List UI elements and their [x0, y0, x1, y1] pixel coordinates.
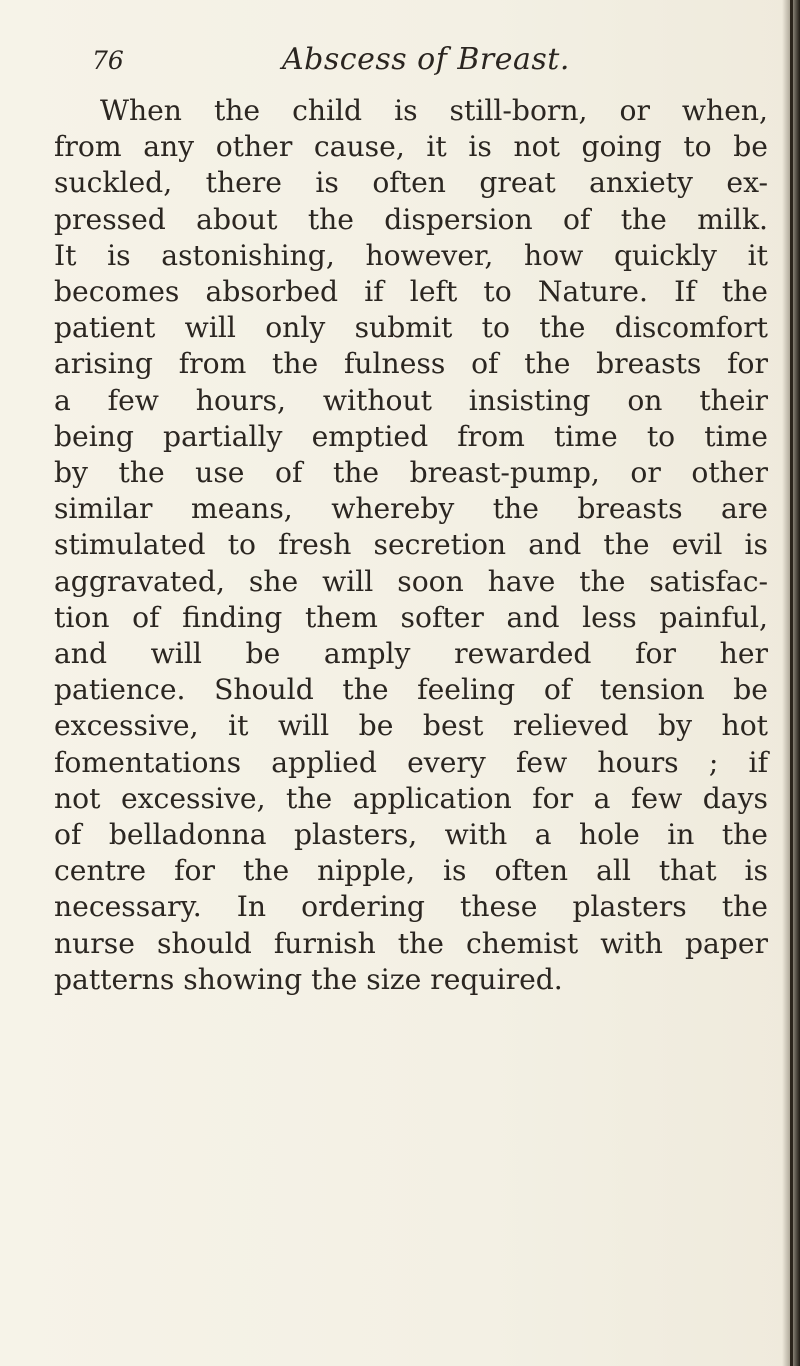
- page-number: 76: [92, 46, 124, 75]
- text-line: tion of finding them softer and less painful,: [54, 600, 768, 634]
- text-line: aggravated, she will soon have the satisfac-: [54, 564, 768, 598]
- text-line: excessive, it will be best relieved by hot: [54, 709, 768, 743]
- text-line: When the child is still-born, or when,: [100, 94, 768, 127]
- text-line: fomentations applied every few hours ; if: [54, 745, 768, 779]
- text-line: stimulated to fresh secretion and the evil is: [54, 528, 768, 562]
- text-line: patience. Should the feeling of tension be: [54, 673, 768, 707]
- text-line: and will be amply rewarded for her: [54, 637, 768, 671]
- text-line: arising from the fulness of the breasts for: [54, 347, 768, 381]
- text-line: necessary. In ordering these plasters the: [54, 890, 768, 924]
- text-line: patient will only submit to the discomfort: [54, 311, 768, 345]
- body-paragraph: [54, 93, 768, 998]
- text-line: patterns showing the size required.: [54, 962, 563, 996]
- text-line: a few hours, without insisting on their: [54, 383, 768, 417]
- page-header: [92, 42, 772, 86]
- page-edge-line: [790, 0, 793, 1366]
- text-line: pressed about the dispersion of the milk.: [54, 202, 768, 236]
- text-line: centre for the nipple, is often all that is: [54, 854, 768, 888]
- text-line: being partially emptied from time to time: [54, 419, 768, 453]
- text-line: suckled, there is often great anxiety ex-: [54, 166, 768, 200]
- running-title: Abscess of Breast.: [282, 42, 570, 77]
- text-line: nurse should furnish the chemist with paper: [54, 926, 768, 960]
- text-line: similar means, whereby the breasts are: [54, 492, 768, 526]
- text-line: of belladonna plasters, with a hole in the: [54, 818, 768, 852]
- text-line: becomes absorbed if left to Nature. If the: [54, 275, 768, 309]
- text-line: It is astonishing, however, how quickly it: [54, 238, 768, 272]
- text-line: by the use of the breast-pump, or other: [54, 456, 768, 490]
- text-line: not excessive, the application for a few days: [54, 781, 768, 815]
- text-line: from any other cause, it is not going to be: [54, 130, 768, 164]
